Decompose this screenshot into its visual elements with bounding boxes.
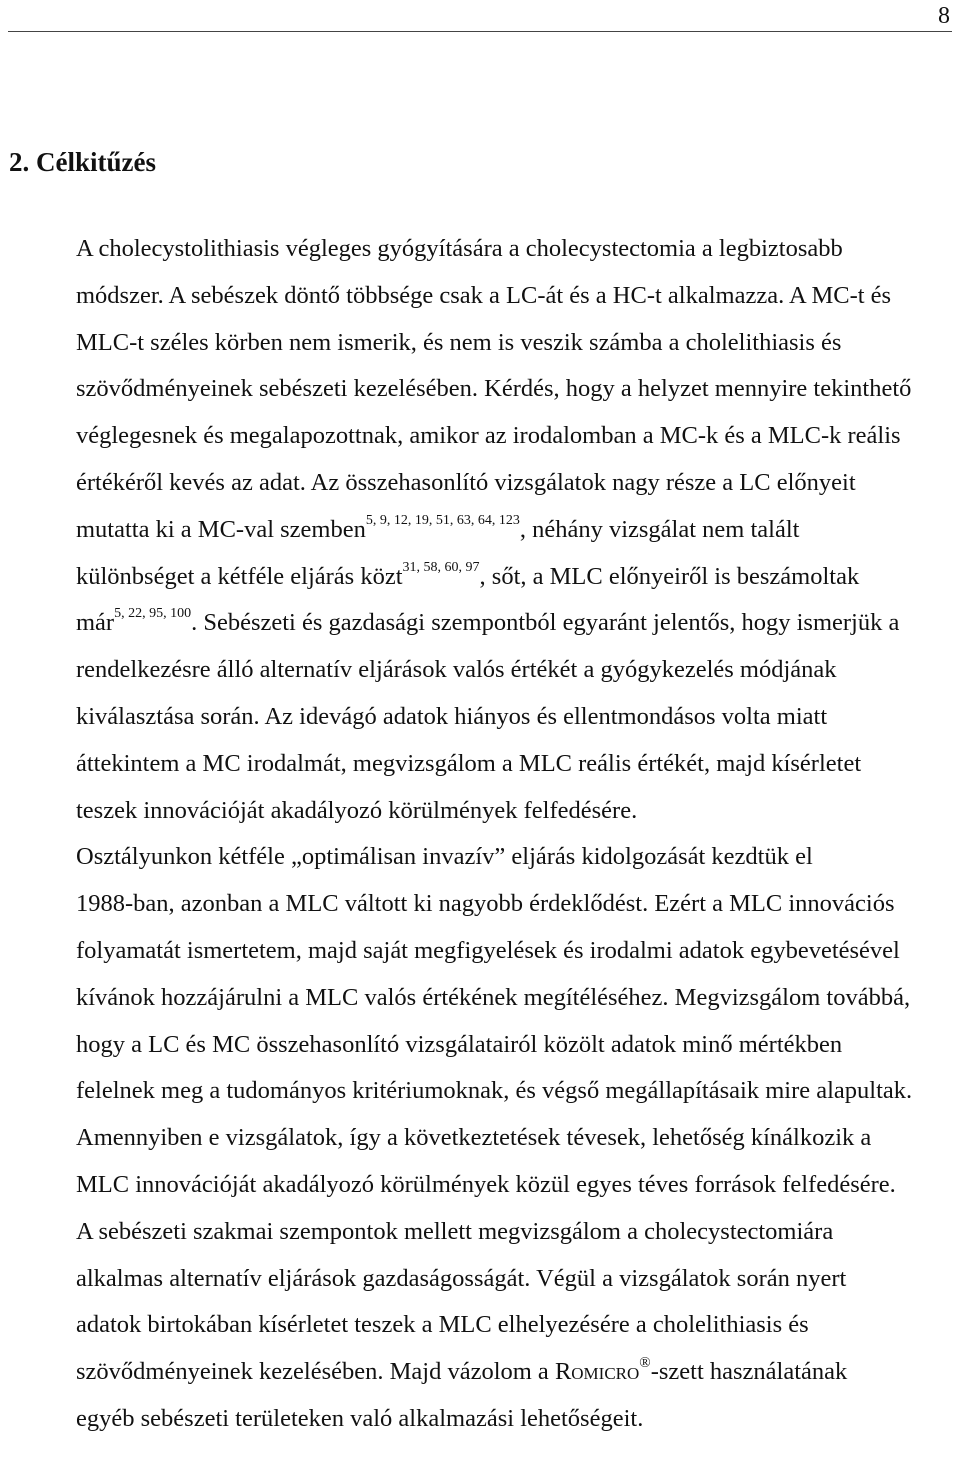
text-line: felelnek meg a tudományos kritériumoknak, és végső megállapításaik mire alapultak. [76,1077,913,1105]
text-line: A sebészeti szakmai szempontok mellett megvizsgálom a cholecystectomiára [76,1217,834,1245]
text-line: módszer. A sebészek döntő többsége csak a LC-át és a HC-t alkalmazza. A MC-t és [76,281,892,309]
text-line: A cholecystolithiasis végleges gyógyítására a cholecystectomia a legbiztosabb [76,235,843,262]
brand-name: Romicro [554,1358,640,1386]
text-line: értékéről kevés az adat. Az összehasonlító vizsgálatok nagy része a LC előnyeit [76,468,856,496]
text-line: rendelkezésre álló alternatív eljárások valós értékét a gyógykezelés módjának [76,656,837,684]
text-line: MLC-t széles körben nem ismerik, és nem is veszik számba a cholelithiasis és [76,328,842,356]
registered-mark: ® [639,1355,651,1372]
text-line: már$^{5, 22, 95, 100}$. Sebészeti és gazdasági szempontból egyaránt jelentős, hogy ismerjük a [76,606,900,637]
paragraph-1 [9,226,954,834]
text-line: véglegesnek és megalapozottnak, amikor az irodalomban a MC-k és a MLC-k reális [76,422,901,450]
page-number: 8 [938,3,950,29]
text-line: egyéb sebészeti területeken való alkalmazási lehetőségeit. [76,1404,644,1432]
text-line: folyamatát ismertetem, majd saját megfigyelések és irodalmi adatok egybevetésével [76,936,900,964]
text-line: 1988-ban, azonban a MLC váltott ki nagyobb érdeklődést. Ezért a MLC innovációs [76,890,895,918]
text-line: adatok birtokában kísérletet teszek a MLC elhelyezésére a cholelithiasis és [76,1311,809,1339]
text-line: teszek innovációját akadályozó körülmények felfedésére. [76,796,638,824]
paragraph-2 [9,834,954,1442]
citation-superscript: 5, 9, 12, 19, 51, 63, 64, 123 [365,512,520,528]
text-line: MLC innovációját akadályozó körülmények közül egyes téves források felfedésére. [76,1170,896,1198]
citation-superscript: 5, 22, 95, 100 [114,606,192,622]
section-body [9,226,954,1443]
text-line: alkalmas alternatív eljárások gazdaságosságát. Végül a vizsgálatok során nyert [76,1264,847,1292]
text-line: Osztályunkon kétféle „optimálisan invazív” eljárás kidolgozását kezdtük el [76,843,813,871]
text-line: áttekintem a MC irodalmát, megvizsgálom a MLC reális értékét, majd kísérletet [76,749,862,777]
text-line: kiválasztása során. Az idevágó adatok hiányos és ellentmondásos volta miatt [76,702,828,730]
text-line: Amennyiben e vizsgálatok, így a következtetések tévesek, lehetőség kínálkozik a [76,1124,872,1152]
section-heading: 2. Célkitűzés [9,147,156,177]
citation-superscript: 31, 58, 60, 97 [402,559,480,575]
text-line: hogy a LC és MC összehasonlító vizsgálatairól közölt adatok minő mértékben [76,1030,843,1058]
text-line: kívánok hozzájárulni a MLC valós értékének megítéléséhez. Megvizsgálom továbbá, [76,983,911,1011]
text-line: különbséget a kétféle eljárás közt$^{31, 58, 60, 97}$, sőt, a MLC előnyeiről is beszámoltak [76,559,860,590]
header-rule [8,31,952,32]
text-line: szövődményeinek sebészeti kezelésében. Kérdés, hogy a helyzet mennyire tekinthető [76,375,912,403]
text-line: szövődményeinek kezelésében. Majd vázolom a Romicro®-szett használatának [76,1355,848,1386]
text-line: mutatta ki a MC-val szemben$^{5, 9, 12, 19, 51, 63, 64, 123}$, néhány vizsgálat nem talált [76,512,800,543]
